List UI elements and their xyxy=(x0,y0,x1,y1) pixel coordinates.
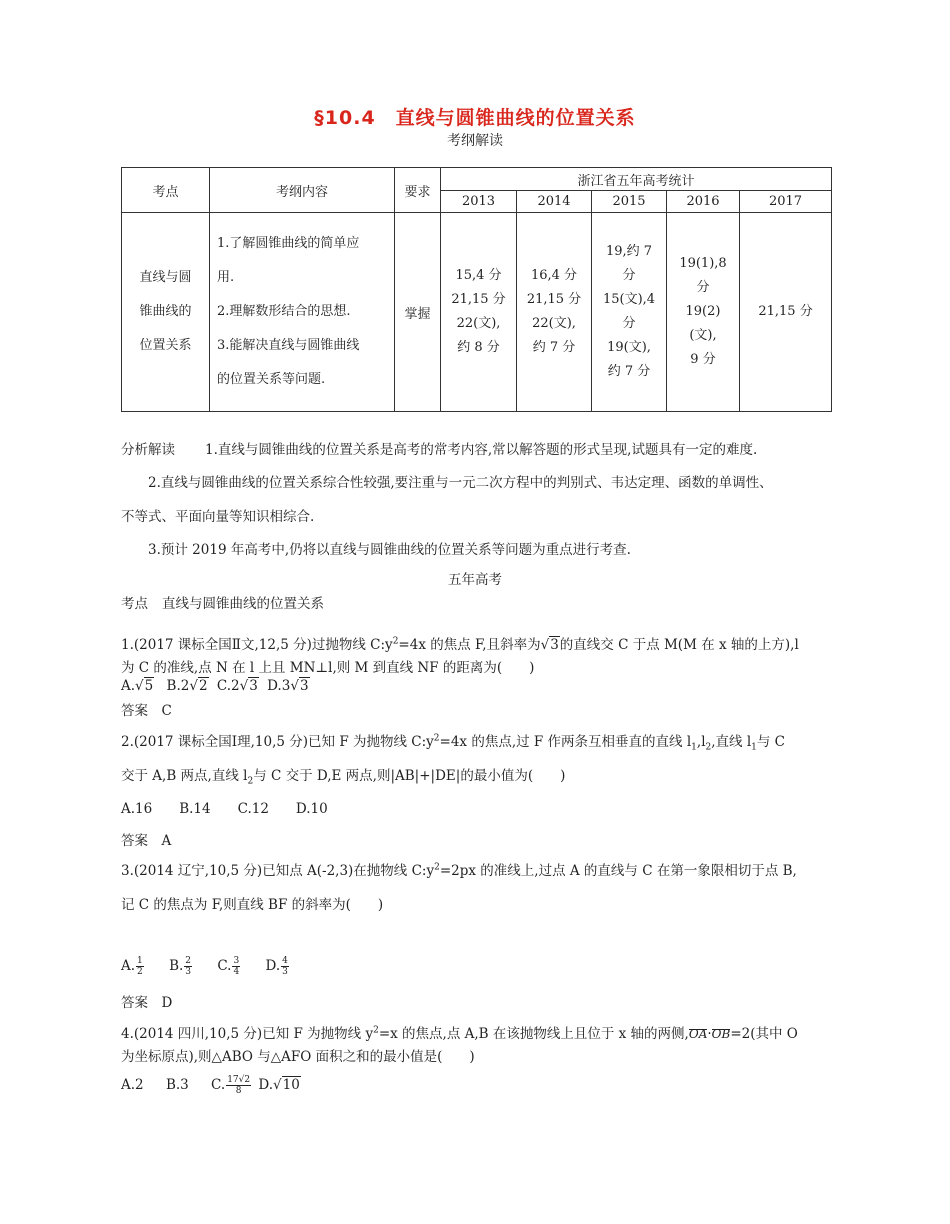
stat-line: 15,4 分 xyxy=(455,268,502,283)
q3-line1: 3.(2014 辽宁,10,5 分)已知点 A(-2,3)在抛物线 $C:y^2=2px$ 的准线上,过点 A 的直线与 C 在第一象限相切于点 B, xyxy=(121,862,797,879)
sqrt: √3 xyxy=(540,637,559,653)
q1-line1: 1.(2017 课标全国Ⅱ文,12,5 分)过抛物线 $C:y^2=4x$ 的焦点 F,且斜率为√3的直线交 C 于点 M(M 在 x 轴的上方),l xyxy=(121,636,799,653)
q3-options: A. $\frac{1}{2}$ B. $\frac{2}{3}$ C. $\frac{3}{4}$ D. $\frac{4}{3}$ xyxy=(121,956,288,977)
year-2015: 2015 xyxy=(592,191,667,213)
stat-line: 16,4 分 xyxy=(530,268,578,283)
stat-line: 15(文),4 xyxy=(602,292,656,307)
q3-line2: 记 C 的焦点为 F,则直线 BF 的斜率为( ) xyxy=(121,897,384,913)
stat-line: 21,15 分 xyxy=(758,304,813,319)
q2-options: A.16 B.14 C.12 D.10 xyxy=(121,801,328,817)
stat-line: 19(2) xyxy=(685,304,721,319)
vector-ob: OB xyxy=(711,1027,731,1041)
header-stats: 浙江省五年高考统计 xyxy=(441,168,832,191)
q2-line1: 2.(2017 课标全国Ⅰ理,10,5 分)已知 F 为抛物线 $C:y^2=4x$ 的焦点,过 F 作两条互相垂直的直线 $l_1,l_2$,直线 $l_1$与 C xyxy=(121,733,786,753)
analysis-label: 分析解读 xyxy=(121,442,175,458)
requirement-cell: 掌握 xyxy=(395,213,441,412)
page-title: §10.4 直线与圆锥曲线的位置关系 xyxy=(314,107,636,129)
q2-answer: 答案 A xyxy=(121,833,172,849)
stat-line: 22(文), xyxy=(532,316,576,331)
q1-options: A.√5 B.2√2 C.2√3 D.3√3 xyxy=(121,678,309,694)
analysis-p1 xyxy=(121,438,757,458)
stats-2014 xyxy=(517,213,592,412)
stat-line: 19,约 7 xyxy=(605,244,653,259)
stat-line: 分 xyxy=(622,268,636,283)
page-subtitle: 考纲解读 xyxy=(447,133,503,149)
stat-line: 22(文), xyxy=(456,316,501,331)
analysis-p2b: 不等式、平面向量等知识相综合. xyxy=(121,509,315,525)
content-line: 的位置关系等问题. xyxy=(217,372,326,387)
stat-line: 约 7 分 xyxy=(532,340,576,355)
year-2016: 2016 xyxy=(667,191,740,213)
q1-answer: 答案 C xyxy=(121,703,172,719)
stats-2016 xyxy=(667,213,740,412)
year-2017: 2017 xyxy=(740,191,832,213)
section-heading: 五年高考 xyxy=(448,572,502,588)
stat-line: 分 xyxy=(622,316,636,331)
q2-line2: 交于 A,B 两点,直线 $l_2$与 C 交于 D,E 两点,则|AB|+|DE|的最小值为( ) xyxy=(121,768,566,787)
stats-2015 xyxy=(592,213,667,412)
content-line: 2.理解数形结合的思想. xyxy=(217,304,351,319)
q1-line2: 为 C 的准线,点 N 在 l 上且 MN⊥l,则 M 到直线 NF 的距离为( ) xyxy=(121,660,535,676)
stat-line: 19(文), xyxy=(607,340,651,355)
header-topic: 考点 xyxy=(122,168,210,213)
stat-line: 约 8 分 xyxy=(457,340,500,355)
q4-line2: 为坐标原点),则△ABO 与△AFO 面积之和的最小值是( ) xyxy=(121,1049,475,1065)
topic-label: 考点 xyxy=(121,596,148,612)
q4-line1: 4.(2014 四川,10,5 分)已知 F 为抛物线 $y^2=x$ 的焦点,点 A,B 在该抛物线上且位于 x 轴的两侧,OA·OB=2(其中 O xyxy=(121,1025,798,1042)
year-2013: 2013 xyxy=(441,191,517,213)
year-2014: 2014 xyxy=(517,191,592,213)
content-line: 1.了解圆锥曲线的简单应 xyxy=(217,236,360,251)
q4-options: A.2 B.3 C. $\frac{17√2}{8}$ D.√10 xyxy=(121,1075,300,1096)
topic-line: 直线与圆 xyxy=(139,270,192,285)
content-line: 3.能解决直线与圆锥曲线 xyxy=(217,338,360,353)
content-cell xyxy=(210,213,395,412)
content-line: 用. xyxy=(217,270,235,285)
stat-line: (文), xyxy=(689,328,717,343)
header-requirement: 要求 xyxy=(395,168,441,213)
stat-line: 9 分 xyxy=(690,352,716,367)
q3-answer: 答案 D xyxy=(121,995,173,1011)
stat-line: 21,15 分 xyxy=(451,292,506,307)
stat-line: 21,15 分 xyxy=(526,292,582,307)
syllabus-table xyxy=(121,167,832,412)
stat-line: 约 7 分 xyxy=(607,364,651,379)
topic-line: 锥曲线的 xyxy=(139,304,192,319)
section-topic xyxy=(121,592,324,612)
topic-name: 直线与圆锥曲线的位置关系 xyxy=(162,596,324,612)
topic-cell xyxy=(122,213,210,412)
stat-line: 分 xyxy=(696,280,710,295)
stats-2017 xyxy=(740,213,832,412)
header-content: 考纲内容 xyxy=(210,168,395,213)
analysis-p2a: 2.直线与圆锥曲线的位置关系综合性较强,要注重与一元二次方程中的判别式、韦达定理、函数的单调性、 xyxy=(148,475,773,491)
topic-line: 位置关系 xyxy=(139,338,192,353)
analysis-text: 1.直线与圆锥曲线的位置关系是高考的常考内容,常以解答题的形式呈现,试题具有一定的难度. xyxy=(205,442,758,458)
analysis-p3: 3.预计 2019 年高考中,仍将以直线与圆锥曲线的位置关系等问题为重点进行考查. xyxy=(148,542,631,558)
stats-2013 xyxy=(441,213,517,412)
vector-oa: OA xyxy=(688,1027,708,1041)
stat-line: 19(1),8 xyxy=(679,256,727,271)
